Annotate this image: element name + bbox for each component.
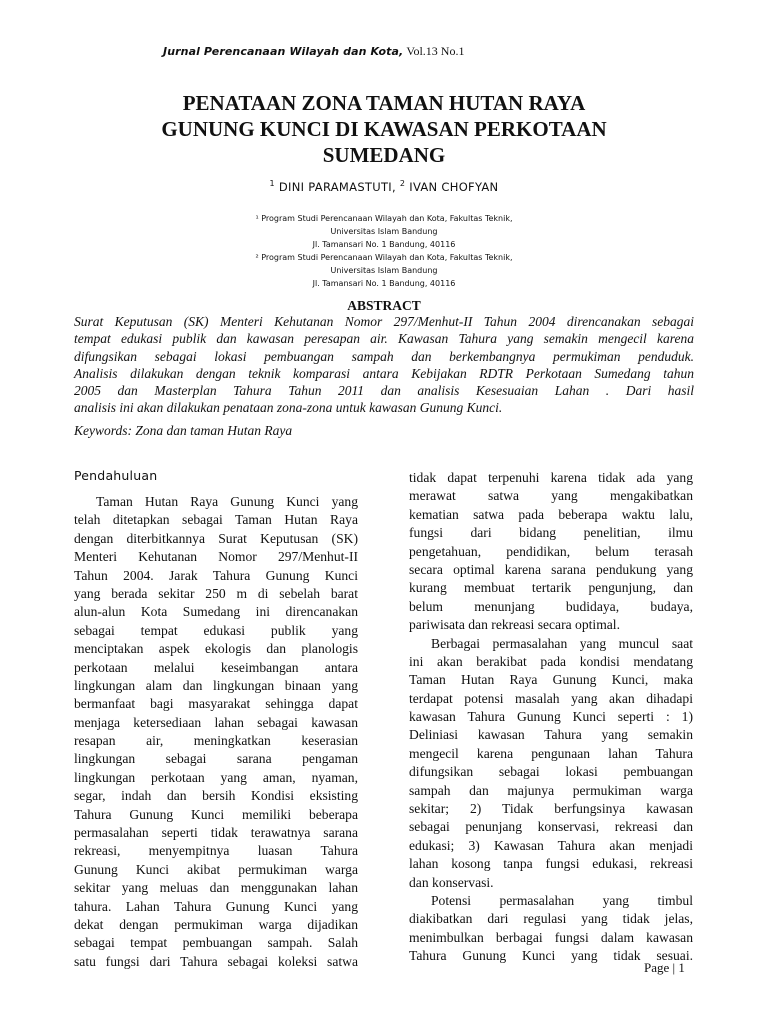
abstract-line: Analisis dilakukan dengan teknik komparasi antara Kebijakan RDTR Perkotaan Sumedang tahun (74, 365, 694, 381)
body-line: sekitar yang meluas dan menggunakan lahan (74, 880, 358, 896)
body-line: Tahura Gunung Kunci yang tidak sesuai. (409, 948, 693, 964)
body-line: sebagai tempat pembuangan sampah. Salah (74, 935, 358, 951)
author-affiliation-mark: 1 (269, 179, 275, 188)
abstract-body (74, 313, 694, 417)
body-line: lahan kosong tanpa fungsi edukasi, rekreasi (409, 856, 693, 872)
left-column (74, 493, 358, 971)
title-line: PENATAAN ZONA TAMAN HUTAN RAYA (182, 91, 586, 115)
affiliation-line: Jl. Tamansari No. 1 Bandung, 40116 (312, 240, 456, 249)
author-name: IVAN CHOFYAN (409, 179, 499, 194)
body-line: Berbagai permasalahan yang muncul saat (431, 635, 693, 651)
journal-volume: Vol.13 No.1 (406, 44, 465, 58)
body-line: kawasan Tahura Gunung Kunci seperti : 1) (409, 709, 693, 725)
body-line: Potensi permasalahan yang timbul (431, 892, 693, 908)
body-line: secara optimal karena sarana pendukung yang (409, 561, 693, 577)
body-line: dekat dengan permukiman warga dijadikan (74, 916, 358, 932)
author-list (100, 179, 668, 194)
author-affiliation-mark: 2 (399, 179, 406, 188)
body-line: lingkungan sebagai sarana pengaman (74, 751, 358, 767)
body-line: segar, indah dan bersih Kondisi eksisting (74, 788, 358, 804)
body-line: lingkungan alam dan lingkungan binaan yang (74, 677, 358, 693)
abstract-line: tempat edukasi publik dan kawasan peresapan air. Kawasan Tahura yang semakin mengecil karena (74, 331, 694, 347)
running-head (163, 44, 464, 59)
paper-title (100, 90, 668, 168)
body-line: sekitar; 2) Tidak berfungsinya kawasan (409, 801, 693, 817)
body-line: Taman Hutan Raya Gunung Kunci, maka (409, 672, 693, 688)
body-line: Tahun 2004. Jarak Tahura Gunung Kunci (74, 567, 358, 583)
abstract-line: analisis ini akan dilakukan penataan zona-zona untuk kawasan Gunung Kunci. (74, 400, 503, 416)
body-line: menimbulkan berbagai fungsi dalam kawasan (409, 929, 693, 945)
body-line: diakibatkan dari regulasi yang tidak jelas, (409, 911, 693, 927)
body-line: rekreasi, menyempitnya luasan Tahura (74, 843, 358, 859)
body-line: Gunung Kunci akibat permukiman warga (74, 861, 358, 877)
abstract-line: Surat Keputusan (SK) Menteri Kehutanan Nomor 297/Menhut-II Tahun 2004 direncanakan sebagai (74, 314, 694, 329)
body-line: sampah dan majunya permukiman warga (409, 782, 693, 798)
right-column (409, 469, 693, 966)
abstract-line: 2005 dan Masterplan Tahura Tahun 2011 dan analisis Kesesuaian Lahan . Dari hasil (74, 383, 694, 399)
body-line: tahura. Lahan Tahura Gunung Kunci yang (74, 898, 358, 914)
body-line: fungsi dari bidang penelitian, ilmu (409, 525, 693, 541)
body-line: Taman Hutan Raya Gunung Kunci yang (96, 494, 358, 509)
body-line: ini akan berakibat pada kondisi mendatang (409, 653, 693, 669)
affiliation-line: Universitas Islam Bandung (330, 227, 438, 236)
body-line: merawat satwa yang mengakibatkan (409, 488, 693, 504)
body-line: telah ditetapkan sebagai Taman Hutan Raya (74, 512, 358, 528)
body-line: Menteri Kehutanan Nomor 297/Menhut-II (74, 549, 358, 565)
body-line: sebagai penunjang konservasi, rekreasi dan (409, 819, 693, 835)
affiliation-line: ² Program Studi Perencanaan Wilayah dan Kota, Fakultas Teknik, (255, 253, 513, 262)
body-line: yang berada sekitar 250 m di sebelah barat (74, 585, 358, 601)
body-line: satu fungsi dari Tahura sebagai koleksi satwa (74, 953, 358, 969)
body-line: pariwisata dan rekreasi secara optimal. (409, 617, 620, 633)
body-line: menciptakan aspek ekologis dan planologis (74, 641, 358, 657)
body-line: Tahura Gunung Kunci memiliki beberapa (74, 806, 358, 822)
page-number: Page | 1 (644, 960, 685, 975)
body-line: belum menunjang budidaya, budaya, (409, 598, 693, 614)
body-line: dan konservasi. (409, 874, 494, 890)
affiliation-line: ¹ Program Studi Perencanaan Wilayah dan Kota, Fakultas Teknik, (255, 214, 513, 223)
keywords: Keywords: Zona dan taman Hutan Raya (74, 423, 293, 438)
title-line: GUNUNG KUNCI DI KAWASAN PERKOTAAN (161, 117, 607, 141)
body-line: lingkungan perkotaan yang aman, nyaman, (74, 769, 358, 785)
abstract-heading: ABSTRACT (347, 298, 421, 313)
body-line: Deliniasi kawasan Tahura yang semakin (409, 727, 693, 743)
body-line: resapan air, meningkatkan keserasian (74, 733, 358, 749)
affiliation-line: Jl. Tamansari No. 1 Bandung, 40116 (312, 279, 456, 288)
author-name: DINI PARAMASTUTI, (278, 179, 396, 194)
body-line: kematian satwa pada beberapa waktu lalu, (409, 506, 693, 522)
body-line: pengetahuan, pendidikan, belum terasah (409, 543, 693, 559)
body-line: permasalahan seperti tidak terawatnya sarana (74, 825, 358, 841)
title-line: SUMEDANG (322, 143, 446, 167)
section-heading: Pendahuluan (74, 468, 158, 483)
affiliation-line: Universitas Islam Bandung (330, 266, 438, 275)
abstract-line: difungsikan sebagai lokasi pembuangan sampah dan berkembangnya permukiman penduduk. (74, 348, 694, 364)
body-line: dengan diterbitkannya Surat Keputusan (SK) (74, 530, 358, 546)
body-line: bermanfaat bagi masyarakat sehingga dapat (74, 696, 358, 712)
body-line: tidak dapat terpenuhi karena tidak ada yang (409, 470, 693, 485)
body-line: terdapat potensi masalah yang akan dihadapi (409, 690, 693, 706)
affiliations (150, 212, 618, 290)
body-line: difungsikan sebagai lokasi pembuangan (409, 764, 693, 780)
body-line: kurang membuat tertarik pengunjung, dan (409, 580, 693, 596)
body-line: sebagai tempat edukasi publik yang (74, 622, 358, 638)
journal-name: Jurnal Perencanaan Wilayah dan Kota, (163, 45, 404, 58)
body-line: perkotaan melalui keseimbangan antara (74, 659, 358, 675)
body-line: edukasi; 3) Kawasan Tahura akan menjadi (409, 837, 693, 853)
body-line: menjaga ketersediaan lahan sebagai kawasan (74, 714, 358, 730)
body-line: alun-alun Kota Sumedang ini direncanakan (74, 604, 358, 620)
body-line: mengecil karena pengunaan lahan Tahura (409, 745, 693, 761)
